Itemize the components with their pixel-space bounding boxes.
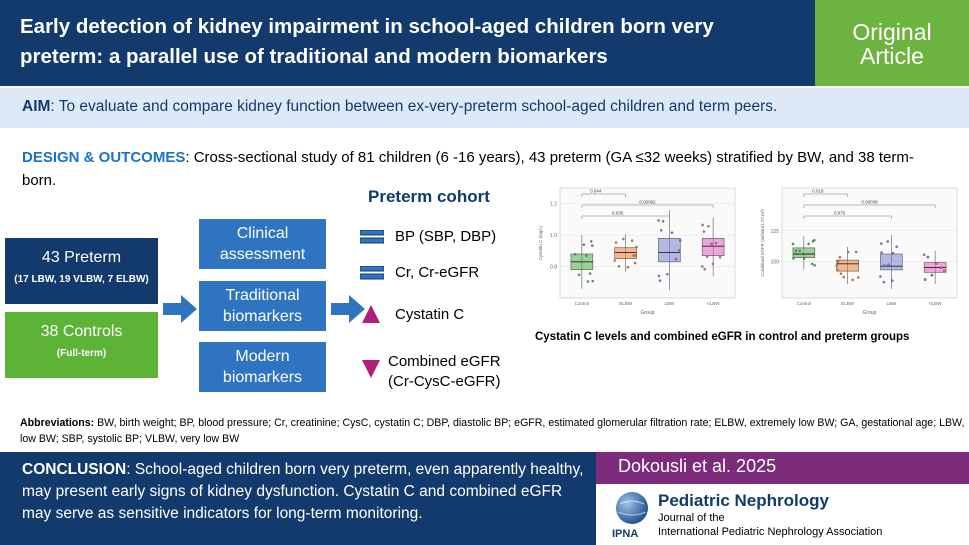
data-point [792, 243, 794, 245]
page-title: Early detection of kidney impairment in school-aged children born very preterm: a parallel use of traditional and modern biomarkers [20, 15, 714, 68]
abbreviations-label: Abbreviations: [20, 417, 95, 429]
increase-triangle-icon [362, 305, 380, 323]
data-point [883, 281, 885, 283]
data-point [923, 254, 925, 256]
conclusion-label: CONCLUSION [22, 461, 127, 478]
y-tick-label: 0.8 [550, 264, 557, 271]
data-point [879, 275, 881, 277]
box [880, 254, 902, 270]
box [837, 260, 859, 271]
data-point [635, 246, 637, 248]
data-point [837, 260, 839, 262]
cr-item: Cr, Cr-eGFR [395, 264, 480, 281]
data-point [836, 269, 838, 271]
preterm-count: 43 Preterm [41, 249, 122, 266]
data-point [803, 257, 805, 259]
y-axis-label: Cystatin C (mg/L) [538, 225, 543, 261]
x-tick-label: ELBW [841, 301, 855, 306]
egfr-line-2: (Cr-CysC-eGFR) [388, 373, 501, 390]
data-point [715, 242, 717, 244]
x-tick-label: LBW [886, 301, 897, 306]
data-point [847, 251, 849, 253]
aim-label: AIM [22, 98, 51, 115]
data-point [892, 252, 894, 254]
modern-biomarkers-box: Modern biomarkers [199, 342, 326, 392]
box-plot-charts [520, 180, 965, 328]
box [702, 238, 724, 255]
aim-text: : To evaluate and compare kidney function between ex-very-preterm school-aged children and term peers. [50, 98, 778, 115]
journal-subtitle-2: International Pediatric Nephrology Association [658, 526, 883, 538]
data-point [880, 251, 882, 253]
data-point [813, 239, 815, 241]
data-point [666, 273, 668, 275]
data-point [679, 239, 681, 241]
data-point [891, 280, 893, 282]
x-tick-label: VLBW [706, 301, 720, 306]
data-point [836, 264, 838, 266]
clinical-assessment-box: Clinical assessment [199, 219, 326, 269]
data-point [795, 250, 797, 252]
design-text: : Cross-sectional study of 81 children (6 -16 years), 43 preterm (GA ≤32 weeks) stratified by BW, and 38 term-born. [22, 149, 914, 189]
data-point [710, 243, 712, 245]
data-point [627, 266, 629, 268]
x-tick-label: LBW [664, 301, 675, 306]
egfr-line-1: Combined eGFR [388, 353, 501, 370]
y-tick-label: 1.0 [550, 233, 557, 240]
data-point [658, 275, 660, 277]
y-tick-label: 100 [770, 259, 779, 266]
citation: Dokousli et al. 2025 [618, 456, 777, 476]
box [615, 248, 637, 259]
data-point [615, 241, 617, 243]
controls-note: (Full-term) [56, 348, 107, 359]
abbreviations-text: BW, birth weight; BP, blood pressure; Cr, creatinine; CysC, cystatin C; DBP, diastolic BP; eGFR, estimated glomerular filtration rate; ELBW, extremely low BW; GA, gestational age; LBW, low BW; SBP, systolic BP; VLBW, very low BW [20, 417, 965, 445]
data-point [712, 263, 714, 265]
data-point [940, 267, 942, 269]
y-axis-label: Combined eGFR (ml/min/1.73 m²) [760, 209, 765, 277]
p-value-label: 0.035 [611, 210, 624, 216]
x-tick-label: Control [574, 301, 590, 306]
bp-item: BP (SBP, DBP) [395, 228, 497, 245]
data-point [927, 256, 929, 258]
controls-count: 38 Controls [40, 323, 123, 340]
data-point [799, 250, 801, 252]
data-point [657, 219, 659, 221]
data-point [591, 244, 593, 246]
data-point [678, 249, 680, 251]
x-tick-label: ELBW [619, 301, 633, 306]
data-point [583, 244, 585, 246]
arrow-right-icon [331, 295, 365, 323]
journal-name: Pediatric Nephrology [658, 491, 829, 510]
cystatin-item: Cystatin C [395, 306, 465, 323]
data-point [702, 224, 704, 226]
data-point [662, 220, 664, 222]
data-point [618, 265, 620, 267]
data-point [855, 251, 857, 253]
journal-subtitle-1: Journal of the [658, 512, 725, 524]
data-point [703, 230, 705, 232]
data-point [614, 259, 616, 261]
data-point [707, 225, 709, 227]
data-point [943, 270, 945, 272]
data-point [631, 240, 633, 242]
data-point [840, 273, 842, 275]
data-point [587, 280, 589, 282]
preterm-breakdown: (17 LBW, 19 VLBW, 7 ELBW) [14, 274, 149, 285]
data-point [589, 273, 591, 275]
x-tick-label: Control [796, 301, 812, 306]
p-value-label: 0.00038 [861, 199, 878, 205]
data-point [808, 243, 810, 245]
data-point [719, 256, 721, 258]
design-label: DESIGN & OUTCOMES [22, 149, 186, 166]
data-point [896, 246, 898, 248]
data-point [811, 263, 813, 265]
decrease-triangle-icon [362, 360, 380, 378]
equal-icon [360, 266, 384, 280]
badge-line-2: Article [860, 43, 924, 69]
y-tick-label: 1.2 [550, 201, 557, 208]
data-point [887, 264, 889, 266]
arrow-right-icon [163, 295, 197, 323]
data-point [660, 229, 662, 231]
data-point [675, 258, 677, 260]
data-point [590, 240, 592, 242]
p-value-label: 0.075 [833, 210, 846, 216]
data-point [706, 256, 708, 258]
conclusion-section [22, 459, 587, 525]
ipna-logo-text: IPNA [612, 528, 639, 540]
data-point [659, 280, 661, 282]
y-tick-label: 125 [770, 228, 779, 235]
data-point [887, 240, 889, 242]
globe-logo-icon [612, 490, 652, 530]
data-point [931, 274, 933, 276]
data-point [814, 264, 816, 266]
data-point [839, 256, 841, 258]
data-point [852, 279, 854, 281]
data-point [622, 238, 624, 240]
preterm-cohort-title: Preterm cohort [368, 187, 490, 206]
traditional-biomarkers-box: Traditional biomarkers [199, 281, 326, 331]
conclusion-text: : School-aged children born very preterm, even apparently healthy, may present early signs of kidney dysfunction. Cystatin C and combined eGFR may serve as sensitive indicators for long-term monitoring. [22, 461, 584, 522]
abbreviations [20, 415, 965, 447]
article-type-badge [815, 0, 969, 86]
data-point [843, 276, 845, 278]
data-point [634, 262, 636, 264]
data-point [880, 243, 882, 245]
data-point [792, 257, 794, 259]
data-point [632, 254, 634, 256]
p-value-label: 0.019 [812, 188, 824, 194]
x-axis-label: Group [640, 310, 655, 316]
data-point [671, 232, 673, 234]
chart-caption: Cystatin C levels and combined eGFR in control and preterm groups [535, 331, 910, 343]
data-point [701, 265, 703, 267]
preterm-box [5, 238, 158, 304]
data-point [585, 255, 587, 257]
data-point [592, 280, 594, 282]
data-point [574, 253, 576, 255]
badge-line-1: Original [852, 19, 932, 45]
controls-box [5, 312, 158, 378]
data-point [578, 274, 580, 276]
aim-section [22, 98, 777, 116]
data-point [857, 276, 859, 278]
equal-icon [360, 230, 384, 244]
data-point [935, 262, 937, 264]
box [793, 248, 815, 258]
x-tick-label: VLBW [928, 301, 942, 306]
data-point [581, 261, 583, 263]
p-value-label: 0.044 [590, 188, 602, 194]
data-point [883, 264, 885, 266]
x-axis-label: Group [862, 310, 877, 316]
data-point [635, 254, 637, 256]
egfr-item [388, 352, 518, 392]
data-point [924, 278, 926, 280]
p-value-label: 0.00092 [639, 199, 656, 205]
data-point [704, 268, 706, 270]
